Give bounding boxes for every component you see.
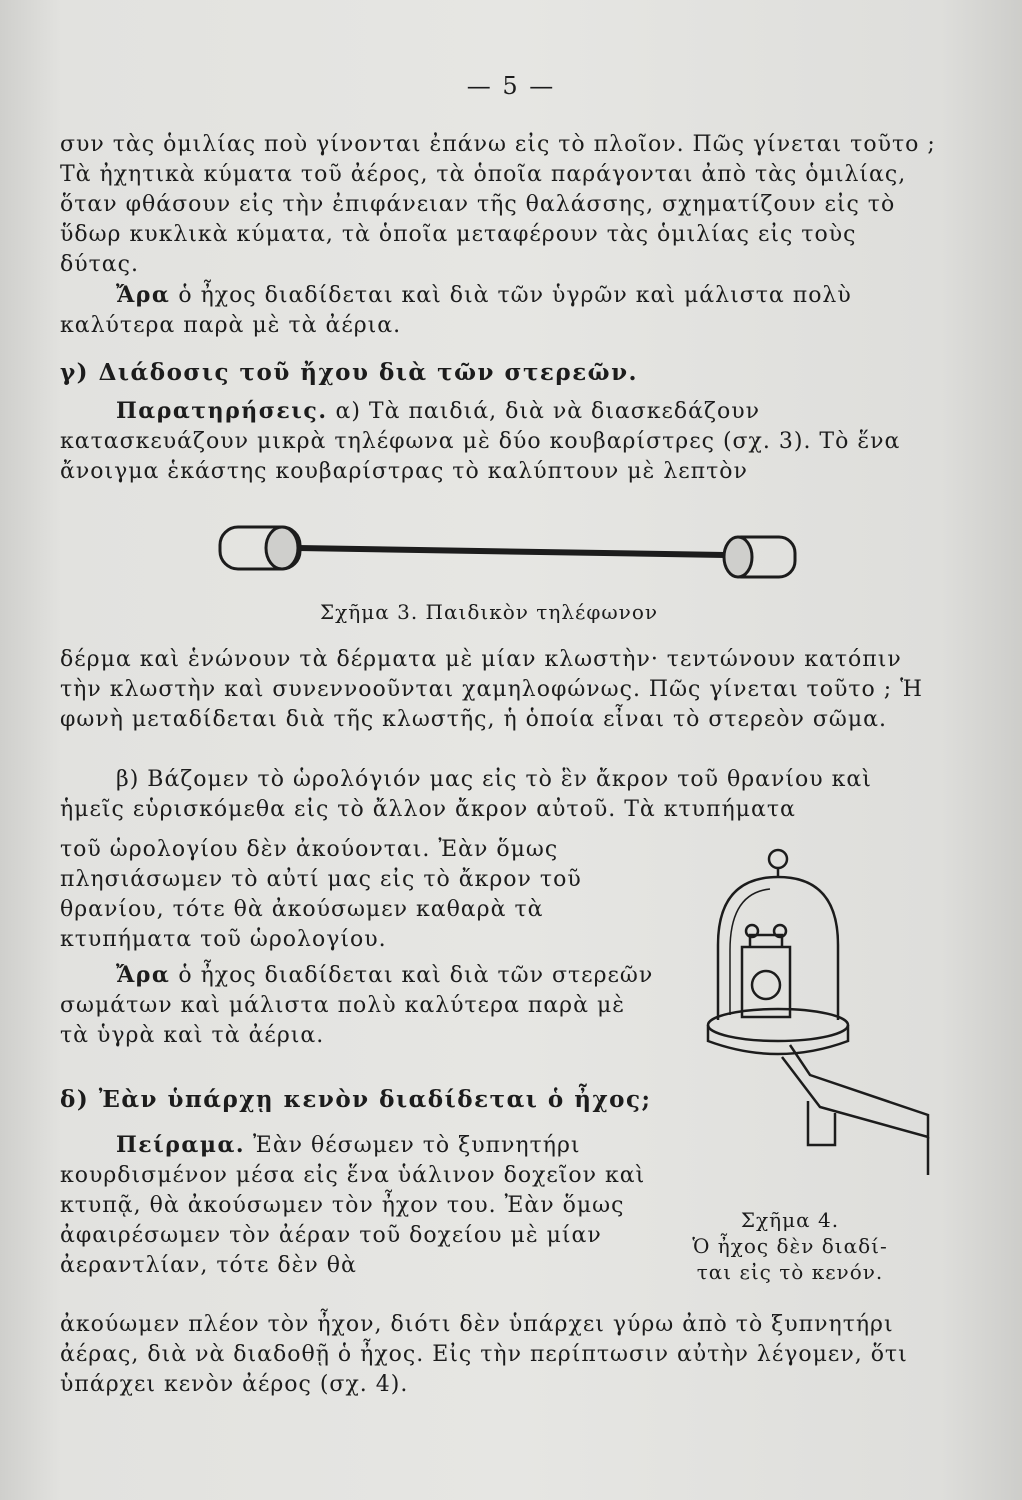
paragraph-solids-text: ὁ ἦχος διαδίδεται καὶ διὰ τῶν στερεῶν σωμάτων καὶ μάλιστα πολὺ καλύτερα παρὰ μὲ τὰ ὑγρὰ καὶ τὰ ἀέρια.	[60, 963, 654, 1048]
table-bench	[782, 1045, 928, 1137]
string-line	[298, 548, 725, 555]
figure-3-caption: Σχῆμα 3. Παιδικὸν τηλέφωνον	[320, 600, 659, 624]
paragraph-vacuum-conclusion: ἀκούωμεν πλέον τὸν ἦχον, διότι δὲν ὑπάρχει γύρω ἀπὸ τὸ ξυπνητήρι ἀέρας, διὰ νὰ διαδοθῇ ὁ ἦχος. Εἰς τὴν περίπτωσιν αὐτὴν λέγομεν, ὅτι ὑπάρχει κενὸν ἀέρος (σχ. 4).	[60, 1312, 908, 1397]
paragraph-observations-text: α) Τὰ παιδιά, διὰ νὰ διασκεδάζουν κατασκευάζουν μικρὰ τηλέφωνα μὲ δύο κουβαρίστρες (σχ. 3). Τὸ ἕνα ἄνοιγμα ἑκάστης κουβαρίστρας τὸ καλύπτουν μὲ λεπτὸν	[60, 399, 901, 484]
paragraph-liquids-text: ὁ ἦχος διαδίδεται καὶ διὰ τῶν ὑγρῶν καὶ μάλιστα πολὺ καλύτερα παρὰ μὲ τὰ ἀέρια.	[60, 283, 852, 338]
bell-jar-glass	[718, 877, 838, 1020]
page-number: — 5 —	[466, 72, 556, 100]
figure-3-toy-telephone	[210, 515, 810, 595]
right-spool-membrane	[724, 537, 752, 577]
lead-ara-2: Ἄρα	[116, 962, 171, 988]
paragraph-clock-first: β) Βάζομεν τὸ ὡρολόγιόν μας εἰς τὸ ἓν ἄκρον τοῦ θρανίου καὶ ἡμεῖς εὑρισκόμεθα εἰς τὸ ἄλλον ἄκρον αὐτοῦ. Τὰ κτυπήματα	[60, 767, 872, 822]
figure-4-caption-title: Σχῆμα 4.	[740, 1208, 840, 1232]
figure-4-bell-jar	[690, 845, 940, 1205]
paragraph-clock-rest: τοῦ ὡρολογίου δὲν ἀκούονται. Ἐὰν ὅμως πλησιάσωμεν τὸ αὐτί μας εἰς τὸ ἄκρον τοῦ θρανίου, τότε θὰ ἀκούσωμεν καθαρὰ τὰ κτυπήματα τοῦ ὡρολογίου.	[60, 837, 582, 952]
alarm-clock	[742, 947, 790, 1017]
lead-observations: Παρατηρήσεις.	[116, 398, 328, 424]
paragraph-experiment	[60, 1130, 660, 1281]
heading-vacuum: δ) Ἐὰν ὑπάρχῃ κενὸν διαδίδεται ὁ ἦχος;	[60, 1086, 652, 1113]
left-spool-membrane	[266, 527, 298, 569]
paragraph-telephone-explanation: δέρμα καὶ ἑνώνουν τὰ δέρματα μὲ μίαν κλωστὴν· τεντώνουν κατόπιν τὴν κλωστὴν καὶ συνεννοοῦνται χαμηλοφώνως. Πῶς γίνεται τοῦτο ; Ἡ φωνὴ μεταδίδεται διὰ τῆς κλωστῆς, ἡ ὁποία εἶναι τὸ στερεὸν σῶμα.	[60, 647, 923, 732]
heading-solids: γ) Διάδοσις τοῦ ἤχου διὰ τῶν στερεῶν.	[60, 359, 639, 386]
lead-experiment: Πείραμα.	[116, 1132, 246, 1158]
paragraph-liquids-conclusion	[60, 280, 940, 341]
bell-jar-knob	[769, 850, 787, 868]
paragraph-experiment-text: Ἐὰν θέσωμεν τὸ ξυπνητήρι κουρδισμένον μέσα εἰς ἕνα ὑάλινον δοχεῖον καὶ κτυπᾷ, θὰ ἀκούσωμεν τὸν ἦχον του. Ἐὰν ὅμως ἀφαιρέσωμεν τὸν ἀέραν τοῦ δοχείου μὲ μίαν ἀεραντλίαν, τότε δὲν θὰ	[60, 1133, 646, 1278]
figure-4-caption-line1: Ὁ ἦχος δὲν διαδί-	[692, 1234, 888, 1258]
paragraph-solids-conclusion	[60, 960, 660, 1051]
paragraph-observations	[60, 396, 940, 487]
lead-ara: Ἄρα	[116, 282, 171, 308]
pump-plate	[708, 1009, 848, 1041]
figure-4-caption-line2: ται εἰς τὸ κενόν.	[696, 1260, 884, 1284]
paragraph-boat: συν τὰς ὁμιλίας ποὺ γίνονται ἐπάνω εἰς τὸ πλοῖον. Πῶς γίνεται τοῦτο ; Τὰ ἠχητικὰ κύματα τοῦ ἀέρος, τὰ ὁποῖα παράγονται ἀπὸ τὰς ὁμιλίας, ὅταν φθάσουν εἰς τὴν ἐπιφάνειαν τῆς θαλάσσης, σχηματίζουν εἰς τὸ ὕδωρ κυκλικὰ κύματα, τὰ ὁποῖα μεταφέρουν τὰς ὁμιλίας εἰς τοὺς δύτας.	[60, 132, 936, 277]
